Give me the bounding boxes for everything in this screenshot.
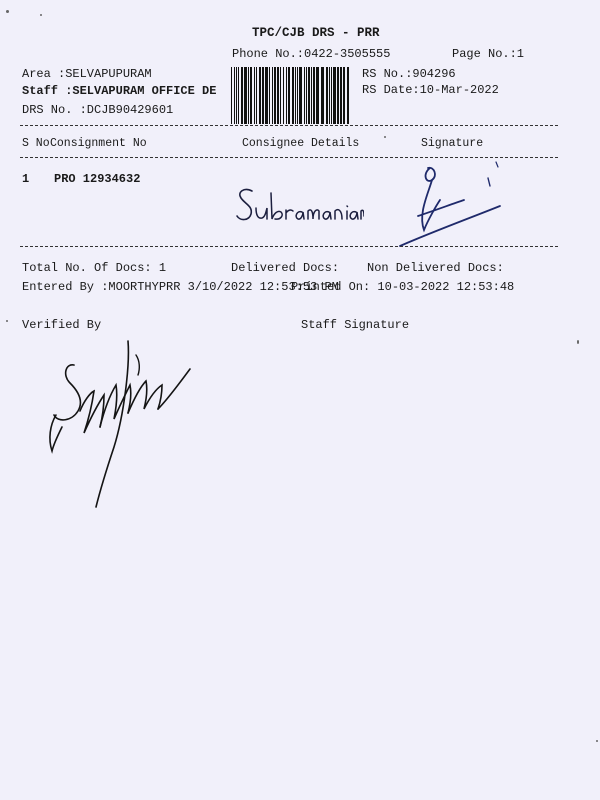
column-consignee: Consignee Details (242, 137, 360, 150)
non-delivered-docs: Non Delivered Docs: (367, 261, 504, 275)
barcode-bar (231, 67, 232, 124)
column-signature: Signature (421, 137, 484, 150)
column-consignment: Consignment No (50, 137, 147, 150)
area-label: Area :SELVAPUPURAM (22, 67, 152, 81)
verified-by-label: Verified By (22, 318, 102, 332)
handwritten-consignee-name (234, 183, 364, 229)
barcode-bar (272, 67, 273, 124)
barcode-bar (256, 67, 257, 124)
column-sno: S No (22, 137, 50, 150)
printed-on: Printed On: 10-03-2022 12:53:48 (291, 280, 515, 294)
staff-signature-label: Staff Signature (301, 318, 410, 332)
barcode-bar (316, 67, 319, 124)
barcode-bar (234, 67, 235, 124)
barcode-bar (297, 67, 298, 124)
divider-header (20, 125, 558, 126)
scan-speck (577, 340, 579, 344)
barcode-bar (292, 67, 294, 124)
scan-speck (6, 10, 9, 13)
barcode-bar (254, 67, 255, 124)
barcode-bar (262, 67, 264, 124)
divider-rows (20, 246, 558, 247)
scan-speck (596, 740, 598, 742)
total-docs: Total No. Of Docs: 1 (22, 261, 167, 275)
barcode-bar (329, 67, 330, 124)
document-title: TPC/CJB DRS - PRR (252, 26, 380, 40)
barcode-bar (274, 67, 276, 124)
receiver-signature (392, 160, 504, 248)
barcode-bar (343, 67, 345, 124)
barcode-bar (340, 67, 342, 124)
barcode-bar (244, 67, 247, 124)
row-consignment-no: PRO 12934632 (54, 172, 141, 186)
scan-speck (384, 136, 386, 138)
scan-speck (6, 320, 8, 322)
barcode-bar (280, 67, 281, 124)
barcode-bar (277, 67, 279, 124)
barcode-bar (304, 67, 305, 124)
barcode-bar (248, 67, 249, 124)
barcode-bar (306, 67, 307, 124)
barcode-bar (283, 67, 284, 124)
barcode-bar (326, 67, 328, 124)
barcode-bar (321, 67, 324, 124)
row-sno: 1 (22, 172, 30, 186)
barcode-bar (288, 67, 290, 124)
entered-by: Entered By :MOORTHYPRR 3/10/2022 12:53:53 PM (22, 280, 339, 294)
drs-number: DRS No. :DCJB90429601 (22, 103, 174, 117)
barcode-bar (236, 67, 237, 124)
divider-columns (20, 157, 558, 158)
barcode-bar (331, 67, 332, 124)
barcode-bar (311, 67, 312, 124)
barcode-bar (250, 67, 252, 124)
barcode-bar (286, 67, 287, 124)
barcode-bar (269, 67, 270, 124)
barcode-bar (333, 67, 336, 124)
page-number: Page No.:1 (452, 47, 525, 61)
delivered-docs: Delivered Docs: (231, 261, 340, 275)
barcode-bar (299, 67, 302, 124)
barcode (230, 67, 352, 124)
barcode-bar (259, 67, 261, 124)
barcode-bar (313, 67, 315, 124)
barcode-bar (295, 67, 296, 124)
barcode-bar (347, 67, 349, 124)
phone-number: Phone No.:0422-3505555 (232, 47, 391, 61)
rs-date: RS Date:10-Mar-2022 (362, 83, 499, 97)
barcode-bar (265, 67, 268, 124)
rs-number: RS No.:904296 (362, 67, 456, 81)
barcode-bar (308, 67, 310, 124)
staff-label: Staff :SELVAPURAM OFFICE DE (22, 84, 217, 98)
barcode-bar (238, 67, 239, 124)
barcode-bar (337, 67, 339, 124)
barcode-bar (241, 67, 243, 124)
verifier-signature (44, 335, 194, 515)
scan-speck (40, 14, 42, 16)
